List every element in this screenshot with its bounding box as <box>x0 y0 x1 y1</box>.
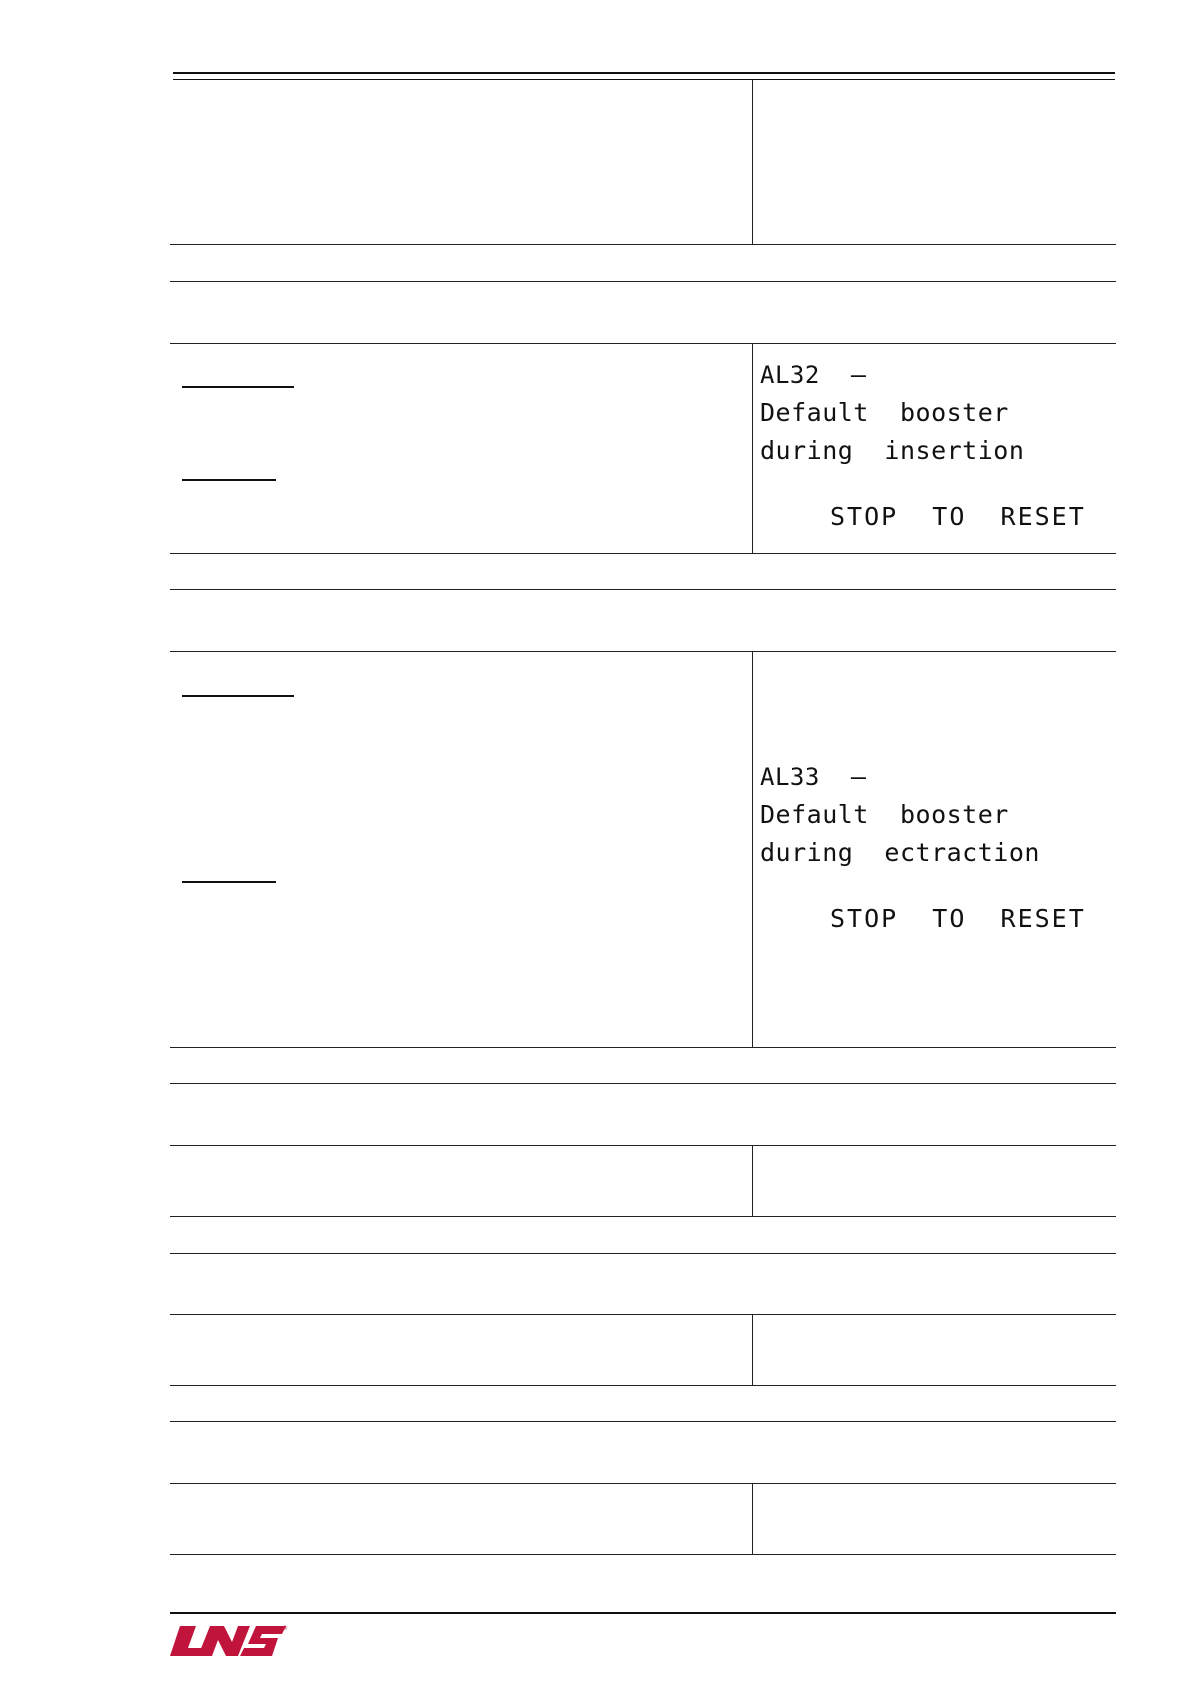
column-divider <box>752 343 753 553</box>
alarm-message-line1: Default booster <box>760 398 1009 427</box>
alarm-display-al33 <box>760 758 1086 938</box>
alarm-reset-instruction: STOP TO RESET <box>830 502 1086 531</box>
alarm-code: AL33 <box>760 763 820 791</box>
alarm-code: AL32 <box>760 361 820 389</box>
row-rule <box>170 553 1116 554</box>
row-rule <box>170 244 1116 245</box>
underline-blank <box>182 386 294 388</box>
lns-logo-graphic <box>170 1622 288 1660</box>
row-rule <box>170 1145 1116 1146</box>
row-rule <box>170 1554 1116 1555</box>
header-rule-top <box>173 72 1115 74</box>
row-rule <box>170 589 1116 590</box>
alarm-message-line2: during insertion <box>760 436 1025 465</box>
alarm-message-line2: during ectraction <box>760 838 1040 867</box>
column-divider <box>752 1145 753 1216</box>
alarm-message-line1: Default booster <box>760 800 1009 829</box>
row-rule <box>170 1216 1116 1217</box>
column-divider <box>752 1314 753 1385</box>
row-rule <box>170 1483 1116 1484</box>
underline-blank <box>182 479 276 481</box>
alarm-reset-instruction: STOP TO RESET <box>830 904 1086 933</box>
row-rule <box>170 1314 1116 1315</box>
column-divider <box>752 80 753 244</box>
underline-blank <box>182 695 294 697</box>
row-rule <box>170 1083 1116 1084</box>
lns-logo <box>170 1622 288 1664</box>
alarm-dash: – <box>850 360 867 389</box>
row-rule <box>170 1421 1116 1422</box>
row-rule <box>170 651 1116 652</box>
svg-text:®: ® <box>282 1625 288 1632</box>
row-rule <box>170 281 1116 282</box>
row-rule <box>170 1253 1116 1254</box>
footer-rule <box>170 1612 1116 1614</box>
column-divider <box>752 651 753 1047</box>
column-divider <box>752 1483 753 1554</box>
underline-blank <box>182 881 276 883</box>
alarm-dash: – <box>850 762 867 791</box>
row-rule <box>170 1385 1116 1386</box>
row-rule <box>170 1047 1116 1048</box>
alarm-display-al32 <box>760 356 1086 536</box>
header-rule-bottom <box>173 79 1115 80</box>
row-rule <box>170 343 1116 344</box>
